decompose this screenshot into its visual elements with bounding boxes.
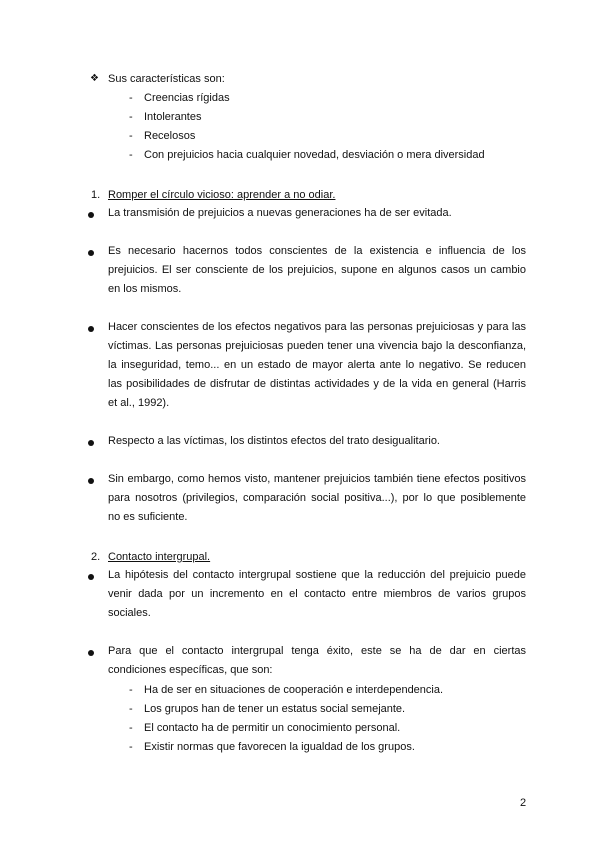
bullet-icon xyxy=(88,478,94,484)
paragraph-line: Es necesario hacernos todos conscientes de la existencia e influencia de los xyxy=(108,245,526,257)
bullet-icon xyxy=(88,250,94,256)
bullet-icon xyxy=(88,440,94,446)
characteristic-item: Intolerantes xyxy=(144,111,202,123)
paragraph-line: et al., 1992). xyxy=(108,397,170,409)
bullet-icon xyxy=(88,574,94,580)
paragraph-line: venir dada por un incremento en el contacto entre miembros de varios grupos xyxy=(108,588,526,600)
paragraph-line: sociales. xyxy=(108,607,151,619)
paragraph-line: no es suficiente. xyxy=(108,511,188,523)
paragraph-line: Sin embargo, como hemos visto, mantener prejuicios también tiene efectos positivos xyxy=(108,473,526,485)
dash-bullet-icon: - xyxy=(129,684,133,696)
condition-item: Los grupos han de tener un estatus social semejante. xyxy=(144,703,406,715)
paragraph-line: La hipótesis del contacto intergrupal sostiene que la reducción del prejuicio puede xyxy=(108,569,526,581)
paragraph-line: condiciones específicas, que son: xyxy=(108,664,273,676)
bullet-icon xyxy=(88,650,94,656)
dash-bullet-icon: - xyxy=(129,703,133,715)
dash-bullet-icon: - xyxy=(129,130,133,142)
paragraph-line: Para que el contacto intergrupal tenga éxito, este se ha de dar en ciertas xyxy=(108,645,526,657)
characteristic-item: Recelosos xyxy=(144,130,196,142)
dash-bullet-icon: - xyxy=(129,741,133,753)
page-number: 2 xyxy=(520,797,527,809)
characteristics-intro: Sus características son: xyxy=(108,73,225,85)
paragraph-line: las posibilidades de disfrutar de distintas actividades y de la vida en general (Harris xyxy=(108,378,526,390)
condition-item: El contacto ha de permitir un conocimiento personal. xyxy=(144,722,401,734)
dash-bullet-icon: - xyxy=(129,722,133,734)
condition-item: Existir normas que favorecen la igualdad de los grupos. xyxy=(144,741,415,753)
paragraph-line: la inseguridad, temo... en un estado de mayor alerta ante lo negativo. Se reducen xyxy=(108,359,526,371)
paragraph-line: víctimas. Las personas prejuiciosas pueden tener una vivencia bajo la desconfianza, xyxy=(108,340,526,352)
paragraph-line: Hacer conscientes de los efectos negativos para las personas prejuiciosas y para las xyxy=(108,321,526,333)
dash-bullet-icon: - xyxy=(129,111,133,123)
diamond-bullet-icon: ❖ xyxy=(90,73,99,84)
paragraph-line: prejuicios. El ser consciente de los prejuicios, supone en algunos casos un cambio xyxy=(108,264,526,276)
section-number: 1. xyxy=(91,189,101,201)
paragraph-line: para nosotros (privilegios, comparación social positiva...), por lo que posiblemente xyxy=(108,492,526,504)
bullet-icon xyxy=(88,212,94,218)
section-title: Romper el círculo vicioso: aprender a no odiar. xyxy=(108,189,336,201)
condition-item: Ha de ser en situaciones de cooperación e interdependencia. xyxy=(144,684,444,696)
characteristic-item: Creencias rígidas xyxy=(144,92,230,104)
characteristic-item: Con prejuicios hacia cualquier novedad, desviación o mera diversidad xyxy=(144,149,485,161)
dash-bullet-icon: - xyxy=(129,149,133,161)
bullet-icon xyxy=(88,326,94,332)
paragraph-line: La transmisión de prejuicios a nuevas generaciones ha de ser evitada. xyxy=(108,207,452,219)
paragraph-line: Respecto a las víctimas, los distintos efectos del trato desigualitario. xyxy=(108,435,440,447)
section-title: Contacto intergrupal. xyxy=(108,551,211,563)
paragraph-line: en los mismos. xyxy=(108,283,182,295)
dash-bullet-icon: - xyxy=(129,92,133,104)
section-number: 2. xyxy=(91,551,101,563)
